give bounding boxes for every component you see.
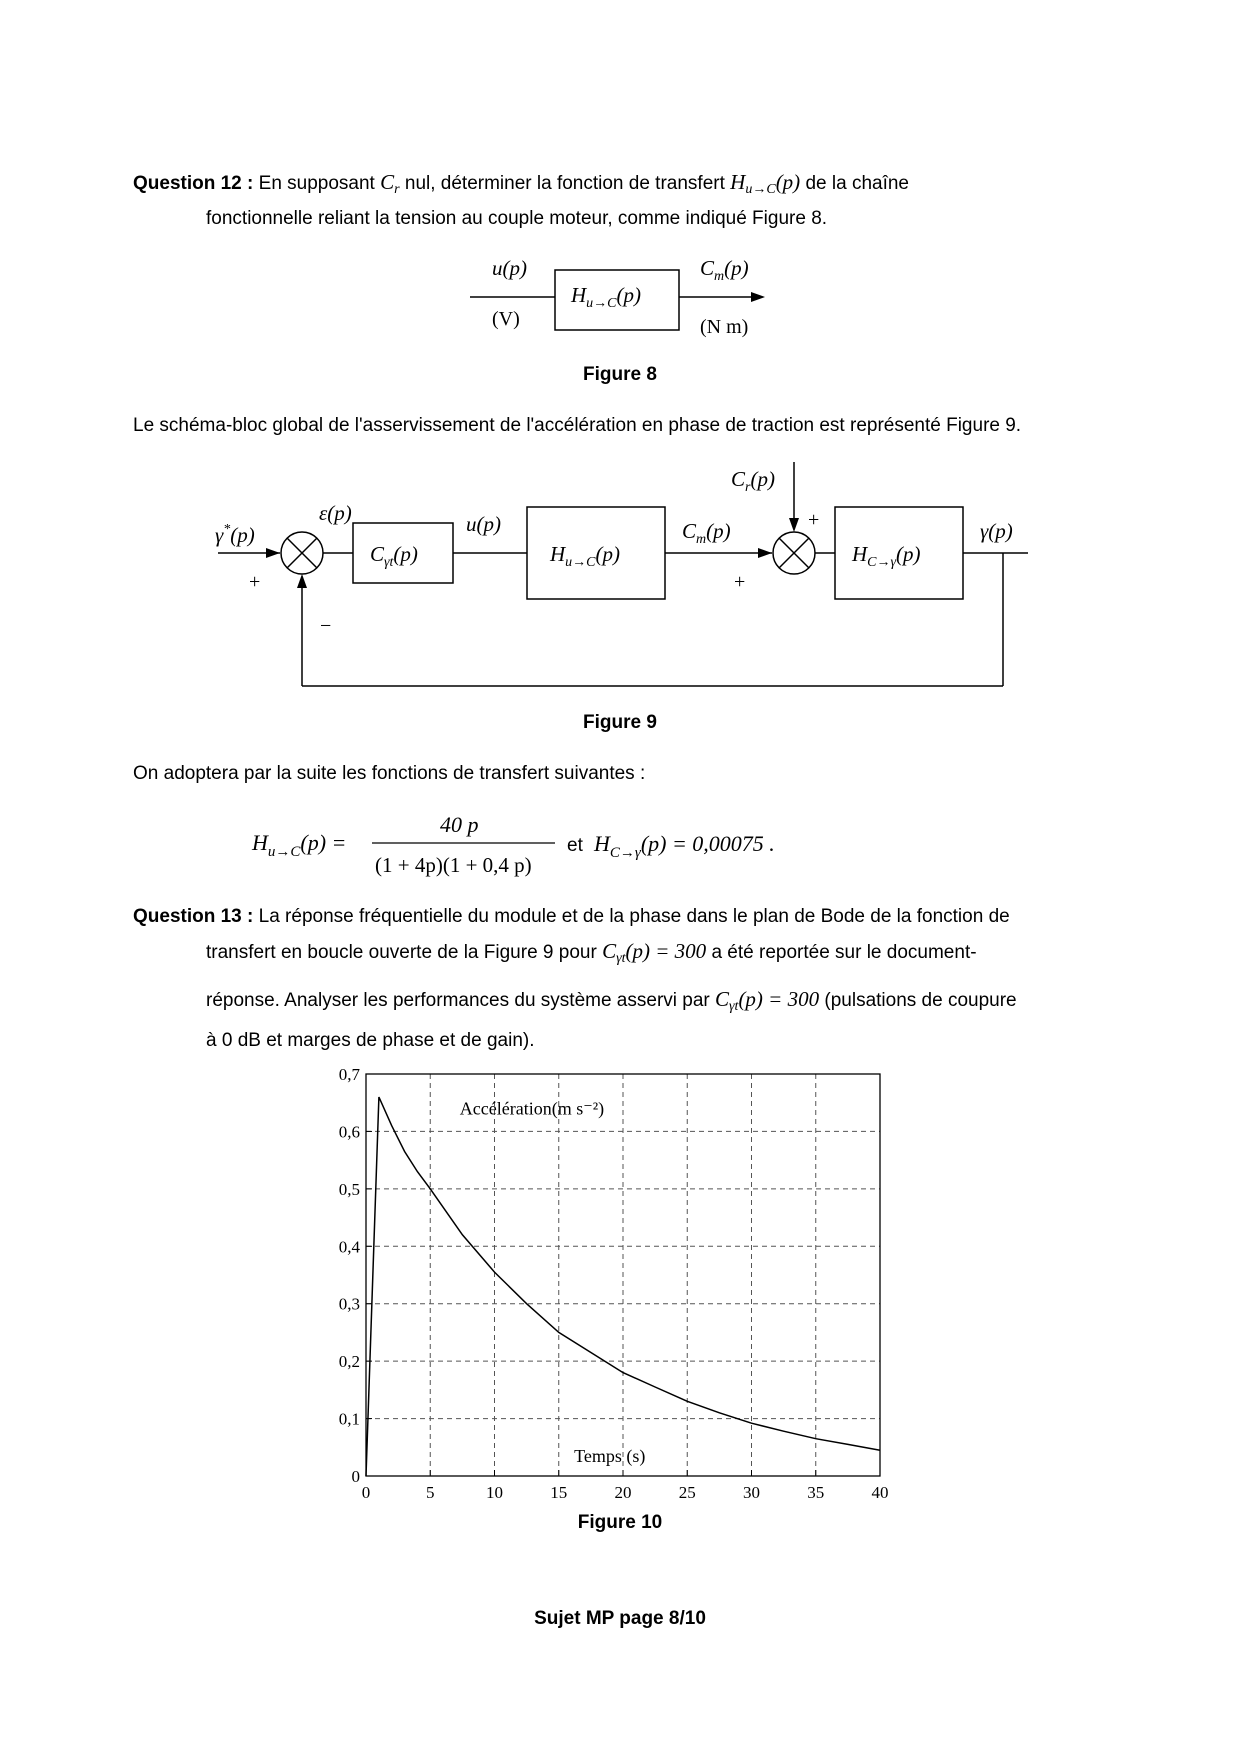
- y-tick-label: 0,3: [338, 1294, 360, 1314]
- symbol-h-u-c: $H_{u\to C}(p)$: [730, 170, 801, 197]
- fig8-block-label: $H_{u\to C}(p)$: [571, 283, 642, 311]
- fig8-output-unit: (N m): [700, 316, 749, 338]
- x-tick-label: 15: [550, 1483, 568, 1502]
- fig9-plus-3: +: [808, 509, 820, 531]
- symbol-c-gamma-t-1: $C_{\gamma t}(p) = 300$: [602, 939, 707, 966]
- fig9-minus-1: −: [320, 615, 332, 637]
- fig9-plus-1: +: [249, 571, 261, 593]
- y-tick-label: 0,2: [338, 1352, 360, 1372]
- q12-text-c: de la chaîne: [805, 173, 909, 194]
- question-13-label: Question 13 :: [133, 906, 254, 927]
- q13-text-1: La réponse fréquentielle du module et de la phase dans le plan de Bode de la fonction de: [258, 906, 1010, 927]
- x-tick-label: 5: [426, 1483, 435, 1502]
- fig8-input-unit: (V): [492, 308, 520, 330]
- fig9-arrow-cr: [789, 518, 799, 532]
- fig8-output-label: $C_m(p)$: [700, 256, 749, 284]
- y-tick-label: 0,6: [338, 1122, 360, 1142]
- figure-8-diagram: [0, 250, 1240, 350]
- symbol-c-gamma-t-2: $C_{\gamma t}(p) = 300$: [715, 987, 820, 1014]
- y-tick-label: 0,7: [338, 1065, 360, 1084]
- paragraph-schema-bloc: Le schéma-bloc global de l'asservissement de l'accélération en phase de traction est représenté Figure 9.: [133, 415, 1022, 436]
- y-tick-label: 0,4: [338, 1237, 360, 1257]
- q13-text-2b: a été reportée sur le document-: [711, 942, 977, 963]
- fig8-input-label: u(p): [492, 256, 527, 280]
- figure-10-caption: Figure 10: [577, 1512, 663, 1533]
- symbol-cr: $C_r$: [380, 170, 400, 197]
- eq-denominator: (1 + 4p)(1 + 0,4 p): [375, 853, 532, 877]
- q13-text-4: à 0 dB et marges de phase et de gain).: [206, 1030, 535, 1051]
- fig9-epsilon-label: ε(p): [319, 501, 352, 525]
- fig9-cm-label: $C_m(p)$: [682, 519, 731, 547]
- x-tick-label: 35: [807, 1483, 825, 1502]
- fig9-arrow-feedback: [297, 574, 307, 588]
- q13-text-2a: transfert en boucle ouverte de la Figure 9 pour: [206, 942, 597, 963]
- fig9-arrow-cm: [758, 548, 772, 558]
- figure-9-diagram: [0, 450, 1240, 695]
- q12-line2: fonctionnelle reliant la tension au couple moteur, comme indiqué Figure 8.: [206, 208, 828, 229]
- fig9-output-label: γ(p): [980, 519, 1013, 543]
- figure-9-caption: Figure 9: [583, 712, 657, 733]
- fig9-output-block-label: $H_{C\to\gamma}(p)$: [852, 542, 921, 570]
- x-tick-label: 0: [361, 1483, 371, 1502]
- x-tick-label: 20: [614, 1483, 632, 1502]
- fig8-arrowhead: [751, 292, 765, 302]
- fig9-input-label: γ*(p): [215, 522, 255, 547]
- y-tick-label: 0: [351, 1467, 360, 1486]
- eq-numerator: 40 p: [440, 812, 479, 837]
- fig9-u-label: u(p): [466, 512, 501, 536]
- x-tick-label: 30: [743, 1483, 760, 1502]
- question-12: [133, 168, 1113, 233]
- q12-text-b: nul, déterminer la fonction de transfert: [404, 173, 725, 194]
- q13-text-3b: (pulsations de coupure: [824, 990, 1017, 1011]
- x-tick-label: 25: [678, 1483, 696, 1502]
- eq-rhs: $H_{C\to\gamma}(p) = 0,00075$ .: [594, 831, 775, 861]
- fig9-cr-label: $C_r(p)$: [731, 467, 775, 495]
- q13-text-3a: réponse. Analyser les performances du système asservi par: [206, 990, 710, 1011]
- question-12-label: Question 12 :: [133, 173, 254, 194]
- eq-et: et: [567, 835, 583, 856]
- question-13: [133, 902, 1113, 1056]
- figure-8-caption: Figure 8: [583, 364, 657, 385]
- q12-text-a: En supposant: [258, 173, 375, 194]
- x-tick-label: 10: [486, 1483, 503, 1502]
- equation-transfer-functions: [0, 800, 1240, 880]
- fig9-corrector-label: $C_{\gamma t}(p)$: [370, 542, 418, 570]
- y-tick-label: 0,5: [338, 1179, 360, 1199]
- y-tick-label: 0,1: [338, 1409, 360, 1429]
- page-footer: Sujet MP page 8/10: [534, 1608, 706, 1629]
- fig9-arrow-in: [266, 548, 280, 558]
- x-axis-label: Temps (s): [574, 1445, 646, 1466]
- paragraph-transfer-functions: On adoptera par la suite les fonctions de transfert suivantes :: [133, 763, 646, 784]
- figure-10-chart: [0, 1050, 1240, 1510]
- chart-title: Accélération(m s⁻²): [459, 1098, 605, 1119]
- x-tick-label: 40: [871, 1483, 889, 1502]
- fig9-plus-2: +: [734, 571, 746, 593]
- fig9-plant-label: $H_{u\to C}(p)$: [550, 542, 621, 570]
- eq-lhs: $H_{u\to C}(p)$ =: [252, 830, 347, 860]
